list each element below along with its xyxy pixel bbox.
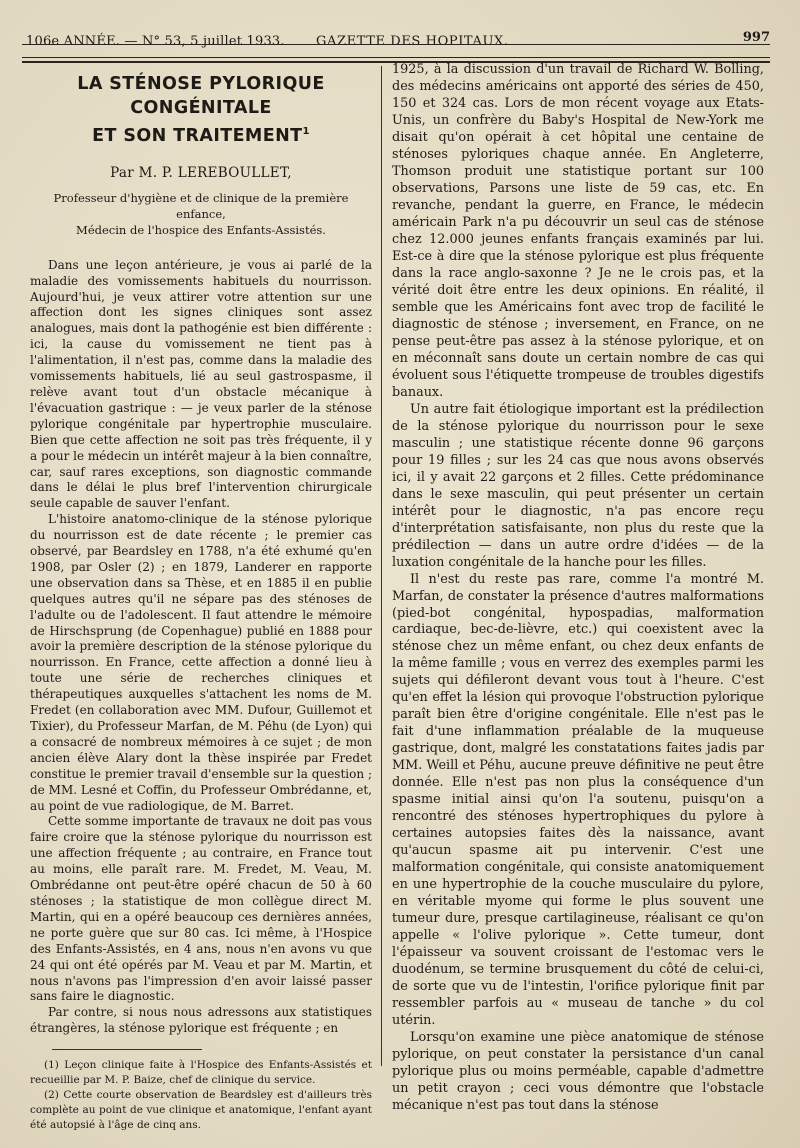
page-number: 997	[742, 30, 770, 45]
footnote: (1) Leçon clinique faite à l'Hospice des Enfants-Assistés et recueillie par M. P. Baize, chef de clinique du service.	[30, 1059, 372, 1087]
paragraph: L'histoire anatomo-clinique de la sténose pylorique du nourrisson est de date récente ; le premier cas observé, par Beardsley en 1788, n'a été exhumé qu'en 1908, par Osler (2) ; en 1879, Landerer en rapporte une observation dans sa Thèse, et en 1885 il en publie quelques autres qu'il ne sépare pas des sténoses de l'adulte ou de l'adolescent. Il faut attendre le mémoire de Hirschsprung (de Copenhague) publié en 1888 pour avoir la première description de la sténose pylorique du nourrisson. En France, cette affection a donné lieu à toute une série de recherches cliniques et thérapeutiques auxquelles s'attachent les noms de M. Fredet (en collaboration avec MM. Dufour, Guillemot et Tixier), du Professeur Marfan, de M. Péhu (de Lyon) qui a consacré de nombreux mémoires à ce sujet ; de mon ancien élève Alary dont la thèse inspirée par Fredet constitue le premier travail d'ensemble sur la question ; de MM. Lesné et Coffin, du Professeur Ombrédanne, et, au point de vue radiologique, de M. Barret.	[30, 512, 372, 813]
paragraph: Cette somme importante de travaux ne doit pas vous faire croire que la sténose pylorique du nourrisson est une affection fréquente ; au contraire, en France tout au moins, elle paraît rare. M. Fredet, M. Veau, M. Ombrédanne ont peut-être opéré chacun de 50 à 60 sténoses ; la statistique de mon collègue direct M. Martin, qui en a opéré beaucoup ces dernières années, ne porte guère que sur 80 cas. Ici même, à l'Hospice des Enfants-Assistés, en 4 ans, nous n'en avons vu que 24 qui ont été opérés par M. Veau et par M. Martin, et nous n'avons pas l'impression d'en avoir laissé passer sans faire le diagnostic.	[30, 814, 372, 1004]
affiliation-line-1: Professeur d'hygiène et de clinique de la première enfance,	[53, 190, 349, 221]
paragraph: Il n'est du reste pas rare, comme l'a montré M. Marfan, de constater la présence d'autres malformations (pied-bot congénital, hypospadias, malformation cardiaque, bec-de-lièvre, etc.) qui coexistent avec la sténose chez un même enfant, ou chez deux enfants de la même famille ; vous en verrez des exemples parmi les sujets qui défileront devant vous tout à l'heure. C'est qu'en effet la lésion qui provoque l'obstruction pylorique paraît bien être d'origine congénitale. Elle n'est pas le fait d'une inflammation préalable de la muqueuse gastrique, dont, malgré les constatations faites jadis par MM. Weill et Péhu, aucune preuve définitive ne peut être donnée. Elle n'est pas non plus la conséquence d'un spasme initial ainsi qu'on l'a soutenu, puisqu'on a rencontré des sténoses hypertrophiques du pylore à certaines autopsies faites dès la naissance, avant qu'aucun spasme ait pu intervenir. C'est une malformation congénitale, qui consiste anatomiquement en une hypertrophie de la couche musculaire du pylore, en véritable myome qui forme le plus souvent une tumeur dure, presque cartilagineuse, réalisant ce qu'on appelle « l'olive pylorique ». Cette tumeur, dont l'épaisseur va souvent croissant de l'estomac vers le duodénum, se termine brusquement du côté de celui-ci, de sorte que vu de l'intestin, l'orifice pylorique finit par ressembler parfois au « museau de tanche » du col utérin.	[392, 571, 764, 1029]
right-column	[392, 62, 764, 1115]
header-rule	[22, 44, 770, 45]
article-author: Par M. P. LEREBOULLET,	[110, 164, 292, 181]
article-title	[30, 72, 372, 148]
double-rule-top	[22, 57, 770, 58]
paragraph: Par contre, si nous nous adressons aux statistiques étrangères, la sténose pylorique est fréquente ; en	[30, 1005, 372, 1036]
author-affiliation	[30, 190, 372, 238]
paragraph: Lorsqu'on examine une pièce anatomique de sténose pylorique, on peut constater la persistance d'un canal pylorique plus ou moins perméable, capable d'admettre un petit crayon ; ceci vous démontre que l'obstacle mécanique n'est pas tout dans la sténose	[392, 1030, 764, 1114]
footnote-rule	[52, 1049, 202, 1050]
issue-info: 106e ANNÉE. — N° 53, 5 juillet 1933.	[26, 34, 285, 49]
column-divider	[381, 66, 382, 1066]
footnote: (2) Cette courte observation de Beardsley est d'ailleurs très complète au point de vue clinique et anatomique, l'enfant ayant été autopsié à l'âge de cinq ans.	[30, 1089, 372, 1132]
journal-title: GAZETTE DES HOPITAUX.	[316, 34, 509, 49]
left-column	[30, 66, 372, 1133]
affiliation-line-2: Médecin de l'hospice des Enfants-Assistés.	[76, 222, 326, 237]
title-line-2: ET SON TRAITEMENT	[92, 125, 303, 146]
title-line-1: LA STÉNOSE PYLORIQUE CONGÉNITALE	[77, 74, 325, 118]
title-footnote-mark: 1	[302, 126, 310, 137]
page-header	[18, 14, 770, 54]
paragraph: Un autre fait étiologique important est la prédilection de la sténose pylorique du nourrisson pour le sexe masculin ; une statistique récente donne 96 garçons pour 19 filles ; sur les 24 cas que nous avons observés ici, il y avait 22 garçons et 2 filles. Cette prédominance dans le sexe masculin, qui peut présenter un certain intérêt pour le diagnostic, n'a pas encore reçu d'interprétation satisfaisante, non plus du reste que la prédilection — dans un autre ordre d'idées — de la luxation congénitale de la hanche pour les filles.	[392, 401, 764, 570]
paragraph: 1925, à la discussion d'un travail de Richard W. Bolling, des médecins américains ont apporté des séries de 450, 150 et 324 cas. Lors de mon récent voyage aux Etats-Unis, un confrère du Baby's Hospital de New-York me disait qu'on opérait à cet hôpital une centaine de sténoses pyloriques chaque année. En Angleterre, Thomson produit une statistique portant sur 100 observations, Parsons une liste de 59 cas, etc. En revanche, pendant la guerre, en France, le médecin américain Park n'a pu découvrir un seul cas de sténose chez 12.000 jeunes enfants français examinés par lui. Est-ce à dire que la sténose pylorique est plus fréquente dans la race anglo-saxonne ? Je ne le crois pas, et la vérité doit être entre les deux opinions. En réalité, il semble que les Américains font avec trop de facilité le diagnostic de sténose ; inversement, en France, on ne pense peut-être pas assez à la sténose pylorique, et on en méconnaît sans doute un certain nombre de cas qui évoluent sous l'étiquette trompeuse de troubles digestifs banaux.	[392, 62, 764, 400]
paragraph: Dans une leçon antérieure, je vous ai parlé de la maladie des vomissements habituels du nourrisson. Aujourd'hui, je veux attirer votre attention sur une affection dont les signes cliniques sont assez analogues, mais dont la pathogénie est bien différente : ici, la cause du vomissement ne tient pas à l'alimentation, il n'est pas, comme dans la maladie des vomissements habituels, lié au seul gastrospasme, il relève avant tout d'un obstacle mécanique à l'évacuation gastrique : — je veux parler de la sténose pylorique congénitale par hypertrophie musculaire. Bien que cette affection ne soit pas très fréquente, il y a pour le médecin un intérêt majeur à la bien connaître, car, sauf rares exceptions, son diagnostic commande dans le délai le plus bref l'intervention chirurgicale seule capable de sauver l'enfant.	[30, 257, 372, 511]
